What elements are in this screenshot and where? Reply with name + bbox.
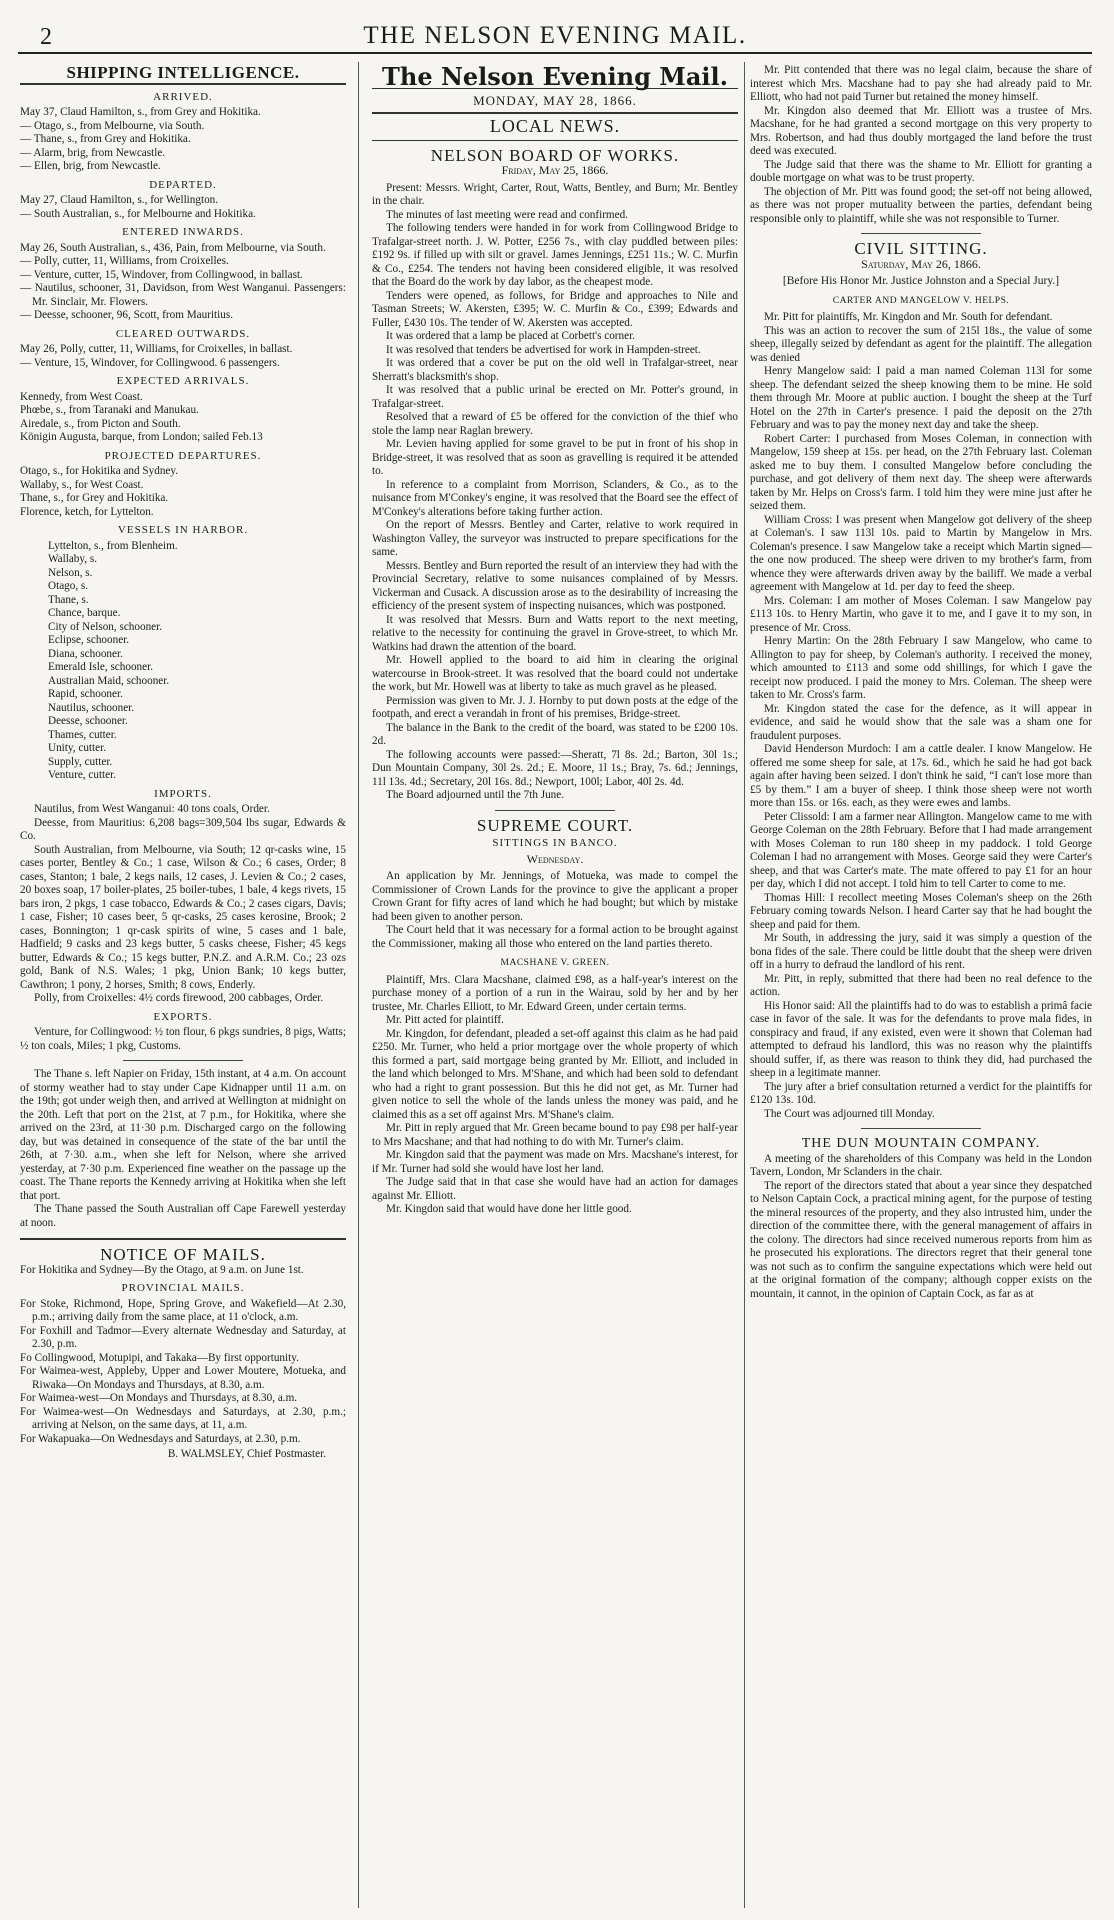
text-line: The following accounts were passed:—Sheratt, 7l 8s. 2d.; Barton, 30l 1s.; Dun Mountain Company, 30l 2s. 2d.; E. Moore, 1l 1s.; Bray, 7s. 6d.; Jennings, 11l 13s. 4d.; Secretary, 20l 16s. 8d.; Newport, 100l; Labor, 40l 2s. 4d. — [372, 748, 738, 788]
text-line: Königin Augusta, barque, from London; sailed Feb.13 — [20, 431, 263, 443]
imports-list — [20, 803, 346, 1006]
text-line: Venture, for Collingwood: ½ ton flour, 6 pkgs sundries, 8 pigs, Watts; ½ ton coals, Miles; 1 pkg, Customs. — [20, 1026, 346, 1052]
text-line: Wallaby, s., for West Coast. — [20, 478, 144, 491]
text-line: May 37, Claud Hamilton, s., from Grey and Hokitika. — [20, 106, 261, 118]
board-heading: NELSON BOARD OF WORKS. — [430, 145, 680, 165]
column-court — [750, 64, 1092, 1910]
text-line: Unity, cutter. — [48, 742, 106, 754]
exports-heading: EXPORTS. — [153, 1010, 213, 1023]
supreme-court-heading: SUPREME COURT. — [476, 815, 634, 835]
text-line: Mr. Levien having applied for some gravel to be put in front of his shop in Bridge-street, it was resolved that as soon as gravelling is required it be attended to. — [372, 438, 738, 477]
cleared-heading: CLEARED OUTWARDS. — [115, 327, 251, 340]
text-line: The Thane s. left Napier on Friday, 15th instant, at 4 a.m. On account of stormy weather had to stay under Cape Kidnapper until 11 a.m. on the 19th; got under weigh then, and arrived at Wellington at midnight on the 20th. Left that port on the 21st, at 7 p.m., for Hokitika, where she arrived on the 23rd, at 11·30 p.m. Discharged cargo on the following day, but was detained in consequence of the state of the bar until the 26th, at 7·30. a.m., when she left for Nelson, where she arrived yesterday, at 7·30 p.m. Experienced fine weather on the passage up the coast. The Thane reports the Kennedy arriving at Hokitika when she left that port. — [20, 1068, 346, 1202]
text-line: Mr. Kingdon stated the case for the defence, as it will appear in evidence, and said he would show that the sale was a sham one for fraudulent purposes. — [750, 702, 1092, 742]
departed-list — [20, 194, 346, 221]
text-line: May 27, Claud Hamilton, s., for Wellington. — [20, 194, 219, 206]
departed-heading: DEPARTED. — [149, 178, 217, 191]
text-line: This was an action to recover the sum of 215l 18s., the value of some sheep, illegally seized by defendant as agent for the plaintiff. The allegation was denied — [750, 324, 1092, 364]
text-line: Deesse, from Mauritius: 6,208 bags=309,504 lbs sugar, Edwards & Co. — [20, 816, 346, 842]
text-line: Phœbe, s., from Taranaki and Manukau. — [20, 404, 199, 416]
board-article — [372, 182, 738, 803]
text-line: May 26, Polly, cutter, 11, Williams, for Croixelles, in ballast. — [20, 343, 293, 355]
text-line: Mr. Howell applied to the board to aid him in clearing the original watercourse in Brook-street. It was resolved that the board could not undertake the work, but Mr. Howell was at liberty to take as much gravel as he pleased. — [372, 654, 738, 693]
text-line: Florence, ketch, for Lyttelton. — [20, 505, 154, 518]
text-line: The Thane passed the South Australian off Cape Farewell yesterday at noon. — [20, 1203, 346, 1229]
text-line: Thomas Hill: I recollect meeting Moses Coleman's sheep on the 26th February coming towards Nelson. I heard Carter say that he had bought the sheep and paid for them. — [750, 891, 1092, 931]
imports-heading: IMPORTS. — [154, 787, 212, 800]
text-line: Eclipse, schooner. — [48, 634, 130, 646]
text-line: — Deesse, schooner, 96, Scott, from Mauritius. — [20, 309, 234, 321]
shipping-notes — [20, 1068, 346, 1230]
text-line: — Venture, cutter, 15, Windover, from Collingwood, in ballast. — [20, 268, 303, 281]
text-line: Otago, s. — [48, 580, 89, 592]
text-line: The following tenders were handed in for work from Collingwood Bridge to Trafalgar-street north. J. W. Potter, £256 7s., with clay puddled between piles: £192 9s. if filled up with silt or gravel. James Jennings, £251 11s.; W. C. Murfin & Co., £254. The tenders not having been considered eligible, it was resolved that the Board do the work by day labor, as the cheapest mode. — [372, 222, 738, 288]
text-line: For Stoke, Richmond, Hope, Spring Grove, and Wakefield—At 2.30, p.m.; arriving daily from the same place, at 11 o'clock, a.m. — [20, 1297, 346, 1323]
text-line: William Cross: I was present when Mangelow got delivery of the sheep at Coleman's. I saw 113l 10s. paid to Martin by Mangelow in Mrs. Coleman's presence. I saw Mangelow take a receipt which Martin signed—the one now produced. The sheep were driven to my brother's farm, from whence they were afterwards driven away by the bailiff. We made a verbal agreement with Mangelow at 1d. per day to feed the sheep. — [750, 513, 1092, 593]
text-line: The objection of Mr. Pitt was found good; the set-off not being allowed, as there was not proper mutuality between the parties, defendant being responsible only to plaintiff, while she was not responsible to Turner. — [750, 185, 1092, 225]
text-line: Kennedy, from West Coast. — [20, 390, 143, 403]
text-line: Australian Maid, schooner. — [48, 674, 170, 687]
text-line: In reference to a complaint from Morrison, Sclanders, & Co., as to the nuisance from M'Conkey's engine, it was resolved that the Board see the effect of M'Conkey's alterations before taking further action. — [372, 478, 738, 518]
text-line: Plaintiff, Mrs. Clara Macshane, claimed £98, as a half-year's interest on the purchase money of a portion of a run in the Wairau, sold by her and by her trustee, Mr. Charles Elliott, to Mr. Edward Green, under certain terms. — [372, 973, 738, 1013]
text-line: Present: Messrs. Wright, Carter, Rout, Watts, Bentley, and Burn; Mr. Bentley in the chair. — [372, 181, 738, 207]
arrived-list — [20, 106, 346, 174]
mails-list — [20, 1298, 346, 1447]
postmaster-signature: B. WALMSLEY, Chief Postmaster. — [167, 1448, 326, 1460]
text-line: On the report of Messrs. Bentley and Carter, relative to work required in Washington Valley, the surveyor was instructed to prepare specifications for the same. — [372, 519, 738, 558]
text-line: An application by Mr. Jennings, of Motueka, was made to compel the Commissioner of Crown Lands for the province to give the applicant a proper Crown Grant for fifty acres of land which he had bought; but which by mistake had been given to another person. — [372, 870, 738, 923]
divider — [861, 233, 981, 234]
text-line: — Otago, s., from Melbourne, via South. — [20, 119, 205, 132]
text-line: A meeting of the shareholders of this Company was held in the London Tavern, London, Mr Sclanders in the chair. — [750, 1152, 1092, 1178]
text-line: Rapid, schooner. — [48, 688, 123, 700]
text-line: Mr. Pitt in reply argued that Mr. Green became bound to pay £98 per half-year to Mrs Macshane; and that had nothing to do with Mr. Turner's claim. — [372, 1122, 738, 1148]
text-line: The Judge said that in that case she would have had an action for damages against Mr. Elliott. — [372, 1176, 738, 1202]
column-divider — [744, 62, 745, 1908]
mail-sydney: For Hokitika and Sydney—By the Otago, at 9 a.m. on June 1st. — [20, 1263, 304, 1276]
column-divider — [358, 62, 359, 1908]
page-header — [18, 18, 1092, 54]
text-line: Mr. Kingdon said that the payment was made on Mrs. Macshane's interest, for if Mr. Turner had sold she would have lost her land. — [372, 1149, 738, 1175]
text-line: — Venture, 15, Windover, for Collingwood. 6 passengers. — [20, 356, 280, 369]
text-line: Airedale, s., from Picton and South. — [20, 417, 181, 430]
sittings-heading: SITTINGS IN BANCO. — [492, 837, 618, 849]
case-continued — [750, 64, 1092, 226]
text-line: Mr. Pitt contended that there was no legal claim, because the share of interest which Mrs. Macshane had to pay she had already paid to Mr. Elliott, who had not paid Turner but retained the money himself. — [750, 64, 1092, 103]
column-shipping — [20, 64, 346, 1910]
civil-sitting-bench: [Before His Honor Mr. Justice Johnston and a Special Jury.] — [782, 275, 1060, 287]
text-line: The jury after a brief consultation returned a verdict for the plaintiffs for £120 13s. 10d. — [750, 1080, 1092, 1106]
column-local-news — [372, 64, 738, 1910]
text-line: Mr. Pitt acted for plaintiff. — [386, 1014, 504, 1026]
case-heading: MACSHANE V. GREEN. — [500, 958, 610, 968]
text-line: Supply, cutter. — [48, 755, 113, 768]
civil-case-heading: CARTER AND MANGELOW V. HELPS. — [832, 295, 1010, 306]
text-line: Mr. Pitt, in reply, submitted that there had been no real defence to the action. — [750, 972, 1092, 998]
mails-heading: NOTICE OF MAILS. — [100, 1245, 266, 1264]
text-line: — South Australian, s., for Melbourne and Hokitika. — [20, 207, 256, 220]
text-line: It was ordered that a lamp be placed at Corbett's corner. — [386, 330, 635, 342]
text-line: Polly, from Croixelles: 4½ cords firewood, 200 cabbages, Order. — [34, 992, 324, 1004]
masthead-title: The Nelson Evening Mail. — [382, 64, 728, 91]
text-line: The report of the directors stated that about a year since they despatched to Nelson Captain Cock, a practical mining agent, for the purpose of testing the mineral resources of the property, and they also intrusted him, under the direction of the committee there, with the general management of affairs in the colony. The directors had since received numerous reports from him as he prosecuted his explorations. The directors regret that their general tone was not such as to confirm the sanguine expectations which were held out at the original formation of the company; although copper exists on the mountain, it cannot, in the opinion of Captain Cock, as far as at — [750, 1179, 1092, 1300]
civil-sitting-heading: CIVIL SITTING. — [854, 239, 988, 258]
exports-list — [20, 1026, 346, 1053]
text-line: His Honor said: All the plaintiffs had to do was to establish a primâ facie case in favor of the sale. It was for the defendants to prove mala fides, in conspiracy and fraud, if any existed, even were it shown that Coleman had attempted to defraud his landlord, this was no reason why the plaintiffs should suffer, if, as there was reason to think they did, had purchased the sheep in a legitimate manner. — [750, 999, 1092, 1079]
text-line: Mr. Pitt for plaintiffs, Mr. Kingdon and Mr. South for defendant. — [764, 311, 1053, 323]
projected-heading: PROJECTED DEPARTURES. — [104, 449, 262, 462]
text-line: Emerald Isle, schooner. — [48, 661, 154, 673]
text-line: — Alarm, brig, from Newcastle. — [20, 146, 166, 159]
shipping-heading: SHIPPING INTELLIGENCE. — [20, 66, 346, 85]
text-line: City of Nelson, schooner. — [48, 620, 163, 633]
text-line: Otago, s., for Hokitika and Sydney. — [20, 465, 179, 477]
board-date: Friday, May 25, 1866. — [501, 163, 609, 177]
divider — [495, 810, 615, 811]
local-news-heading: LOCAL NEWS. — [372, 114, 738, 141]
text-line: Mr. Kingdon said that would have done her little good. — [386, 1203, 632, 1215]
expected-list — [20, 391, 346, 445]
text-line: May 26, South Australian, s., 436, Pain, from Melbourne, via South. — [20, 241, 326, 254]
text-line: Permission was given to Mr. J. J. Hornby to put down posts at the edge of the footpath, and erect a verandah in front of his premises, Bridge-street. — [372, 694, 738, 720]
text-line: For Waimea-west—On Wednesdays and Saturdays, at 2.30, p.m.; arriving at Nelson, on the same days, at 11, a.m. — [20, 1405, 346, 1431]
arrived-heading: ARRIVED. — [153, 90, 213, 103]
text-line: Chance, barque. — [48, 607, 121, 619]
text-line: Thames, cutter. — [48, 728, 117, 741]
divider — [861, 1128, 981, 1129]
entered-heading: ENTERED INWARDS. — [122, 226, 244, 238]
dun-mountain-heading: THE DUN MOUNTAIN COMPANY. — [801, 1136, 1041, 1151]
dun-mountain-article — [750, 1153, 1092, 1302]
text-line: Peter Clissold: I am a farmer near Allington. Mangelow came to me with George Coleman on the 28th February. Before that I had made arrangement with Moses Coleman to run 180 sheep in my paddock. I told George Coleman I had no arrangement with Moses. George said they were Carter's sheep, and that was Carter's mate. The mate offered to pay £1 for an hour per day, which I did not accept. I told him to tell Carter to come to me. — [750, 810, 1092, 890]
expected-heading: EXPECTED ARRIVALS. — [116, 375, 250, 387]
text-line: — Thane, s., from Grey and Hokitika. — [20, 133, 191, 145]
text-line: It was ordered that a cover be put on the old well in Trafalgar-street, near Sherratt's blacksmith's shop. — [372, 357, 738, 383]
text-line: — Nautilus, schooner, 31, Davidson, from West Wanganui. Passengers: Mr. Sinclair, Mr. Flowers. — [20, 282, 346, 308]
text-line: The balance in the Bank to the credit of the board, was stated to be £200 10s. 2d. — [372, 721, 738, 747]
text-line: For Waimea-west, Appleby, Upper and Lower Moutere, Motueka, and Riwaka—On Mondays and Thursdays, at 8.30, a.m. — [20, 1365, 346, 1391]
text-line: Diana, schooner. — [48, 647, 123, 660]
case-article — [372, 974, 738, 1217]
text-line: Lyttelton, s., from Blenheim. — [48, 539, 178, 552]
text-line: Mr. Kingdon also deemed that Mr. Elliott was a trustee of Mrs. Macshane, for he had granted a second mortgage on this very property to Mrs. Robertson, and had thus doubly mortgaged the land before the trust deed was executed. — [750, 104, 1092, 157]
civil-sitting-date: Saturday, May 26, 1866. — [861, 256, 981, 271]
text-line: It was resolved that Messrs. Burn and Watts report to the next meeting, relative to the necessity for continuing the gravel in Grove-street, to which Mr. Watkins had drawn the attention of the board. — [372, 613, 738, 653]
text-line: Henry Mangelow said: I paid a man named Coleman 113l for some sheep. The defendant seized the sheep knowing them to be mine. He sold them through Mr. Moore at public auction. I bought the sheep at the Turf Hotel on the 27th in Carter's presence. I paid the deposit on the 27th February and was to pay the money next day and take the sheep. — [750, 365, 1092, 431]
text-line: The minutes of last meeting were read and confirmed. — [386, 208, 628, 221]
text-line: Mr. Kingdon, for defendant, pleaded a set-off against this claim as he had paid £250. Mr. Turner, who held a prior mortgage over the whole property of which this formed a part, said mortgage being granted by Mr. Elliott, and included in the land which belonged to Mrs. M'Shane, and which had been sold to defendant who had a right to grant possession. But this he did not get, as Mr. Turner had given notice to sell the whole of the lands unless the money was paid, and he claimed this as a set off against Mrs. M'Shane's claim. — [372, 1027, 738, 1121]
divider — [123, 1060, 243, 1061]
newspaper-title: THE NELSON EVENING MAIL. — [363, 22, 747, 49]
text-line: Wallaby, s. — [48, 553, 98, 565]
text-line: South Australian, from Melbourne, via South; 12 qr-casks wine, 15 cases porter, Bentley & Co.; 1 case, Wilson & Co.; 6 cases, Order; 8 cases, Stanton; 1 bale, 2 kegs nails, 12 cases, J. Levien & Co.; 2 cases, 20 boxes soap, 17 boiler-plates, 25 boiler-tubes, 1 bale, 4 kegs rivets, 15 bars iron, 2 pkgs, 1 case tobacco, Edwards & Co.; 2 cases cigars, Davis; 1 case, Fisher; 10 cases beer, 5 qr-casks, 25 cases kerosine, Brook; 2 cases, Bonnington; 1 qr-cask spirits of wine, 5 cases and 1 bale, Hadfield; 9 casks and 23 kegs butter, 5 casks cheese, Fisher; 45 kegs butter, Edwards & Co.; 15 kegs butter, P.N.Z. and A.R.M. Co.; 23 ozs gold, Bank of N.S. Wales; 1 pkg, Union Bank; 10 kegs butter, Cawthron; 1 pony, 2 horses, Smith; 8 cows, Enderly. — [20, 843, 346, 991]
text-line: Mr South, in addressing the jury, said it was simply a question of the bona fides of the sale. There could be little doubt that the sheep were driven off in a hurry to defraud the landlord of his rent. — [750, 932, 1092, 971]
text-line: For Wakapuaka—On Wednesdays and Saturdays, at 2.30, p.m. — [20, 1432, 301, 1445]
text-line: Thane, s., for Grey and Hokitika. — [20, 492, 169, 504]
text-line: — Polly, cutter, 11, Williams, from Croixelles. — [20, 255, 229, 267]
text-line: Resolved that a reward of £5 be offered for the conviction of the thief who stole the lamp near Raglan brewery. — [372, 411, 738, 437]
civil-article — [750, 311, 1092, 1121]
text-line: Robert Carter: I purchased from Moses Coleman, in connection with Mangelow, 159 sheep at 15s. per head, on the 27th February last. Coleman asked me to buy them. I consulted Mangelow before concluding the purchase, and got delivery of them next day. The sheep were afterwards taken by Mr. Helps on Cross's farm. I told him they were mine just after he seized them. — [750, 432, 1092, 512]
vessels-heading: VESSELS IN HARBOR. — [117, 524, 249, 536]
vessels-list — [20, 540, 346, 783]
text-line: The Court held that it was necessary for a formal action to be brought against the Commissioner, making all those who entered on the land parties thereto. — [372, 924, 738, 950]
text-line: Thane, s. — [48, 593, 89, 606]
text-line: Nelson, s. — [48, 566, 93, 579]
text-line: — Ellen, brig, from Newcastle. — [20, 160, 161, 172]
provincial-mails-heading: PROVINCIAL MAILS. — [121, 1282, 245, 1294]
text-line: For Waimea-west—On Mondays and Thursdays, at 8.30, a.m. — [20, 1392, 298, 1404]
sittings-day: Wednesday. — [526, 851, 584, 866]
masthead-date: MONDAY, MAY 28, 1866. — [372, 88, 738, 115]
page-number: 2 — [40, 24, 52, 50]
text-line: It was resolved that a public urinal be erected on Mr. Potter's ground, in Trafalgar-street. — [372, 384, 738, 410]
text-line: The Judge said that there was the shame to Mr. Elliott for granting a double mortgage on what was to be trust property. — [750, 158, 1092, 184]
text-line: For Foxhill and Tadmor—Every alternate Wednesday and Saturday, at 2.30, p.m. — [20, 1324, 346, 1350]
text-line: The Court was adjourned till Monday. — [764, 1107, 935, 1120]
text-line: Messrs. Bentley and Burn reported the result of an interview they had with the Provincial Secretary, relative to some nuisances complained of by Messrs. Vickerman and Cusack. A discussion arose as to the desirability of increasing the efficiency of the present system of inspecting nuisances, which was postponed. — [372, 559, 738, 612]
text-line: Tenders were opened, as follows, for Bridge and approaches to Nile and Tasman Streets; W. Akersten, £395; W. C. Murfin & Co., £399; Edwards and Fuller, £430 10s. The tender of W. Akersten was accepted. — [372, 289, 738, 329]
text-line: Henry Martin: On the 28th February I saw Mangelow, who came to Allington to pay for sheep, by Coleman's authority. I received the money, which amounted to £113 and some odd shillings, for which I gave the receipt now produced. I paid the money to Mrs. Coleman. The sheep were taken to Mr. Cross's farm. — [750, 635, 1092, 701]
text-line: Fo Collingwood, Motupipi, and Takaka—By first opportunity. — [20, 1351, 299, 1364]
text-line: Mrs. Coleman: I am mother of Moses Coleman. I saw Mangelow pay £113 10s. to Henry Martin, who gave it to me, and I gave it to my son, in presence of Mr. Cross. — [750, 594, 1092, 634]
divider — [20, 1238, 346, 1240]
text-line: Deesse, schooner. — [48, 715, 128, 727]
text-line: The Board adjourned until the 7th June. — [386, 789, 565, 801]
projected-list — [20, 465, 346, 519]
supreme-article — [372, 870, 738, 951]
text-line: Nautilus, from West Wanganui: 40 tons coals, Order. — [34, 803, 270, 815]
text-line: Nautilus, schooner. — [48, 701, 135, 714]
text-line: Venture, cutter. — [48, 769, 117, 781]
entered-list — [20, 242, 346, 323]
text-line: It was resolved that tenders be advertised for work in Hampden-street. — [386, 343, 701, 356]
text-line: David Henderson Murdoch: I am a cattle dealer. I know Mangelow. He offered me some sheep for sale, at 17s. 6d., which he said he had got back again after having been seized. I don't think he said, “I can't lose more than £5 by them.” I am a buyer of sheep. I think those sheep were not worth more than 15s. or 16s. each, as they were ewes and lambs. — [750, 743, 1092, 809]
cleared-list — [20, 343, 346, 370]
